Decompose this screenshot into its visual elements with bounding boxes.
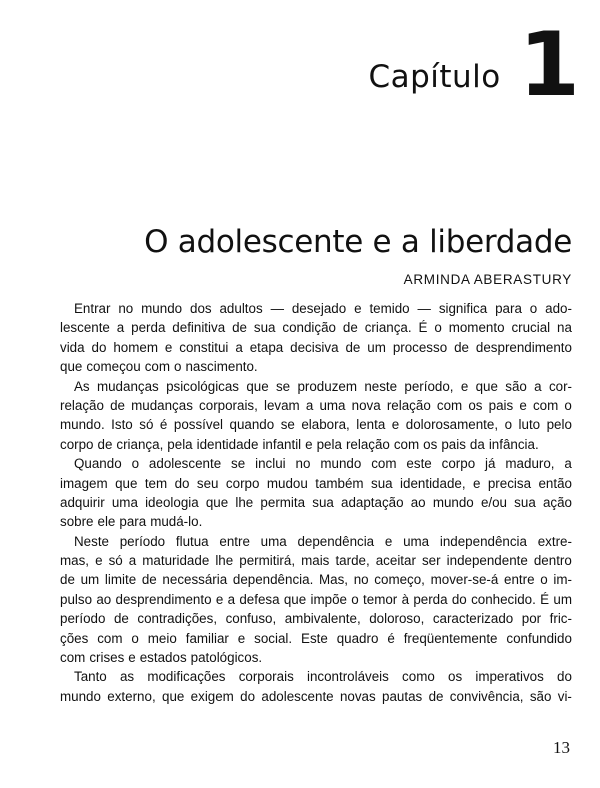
chapter-title: O adolescente e a liberdade: [144, 224, 572, 260]
text-line: Quando o adolescente se inclui no mundo com este corpo já maduro, a: [74, 456, 572, 472]
author-name: ARMINDA ABERASTURY: [403, 272, 572, 287]
text-line: sobre ele para mudá-lo.: [60, 514, 203, 530]
text-line: mundo. Isto só é possível quando se elabora, lenta e dolorosamente, o luto pelo: [60, 417, 572, 433]
text-line: que começou com o nascimento.: [60, 359, 258, 375]
text-line: ções com o meio familiar e social. Este quadro é freqüentemente confundido: [60, 630, 572, 646]
text-line: corpo de criança, pela identidade infantil e pela relação com os pais da infância.: [60, 436, 539, 452]
text-line: mundo externo, que exigem do adolescente novas pautas de convivência, são vi-: [60, 688, 572, 704]
chapter-number: 1: [518, 13, 580, 116]
chapter-label: Capítulo: [368, 58, 501, 95]
text-line: As mudanças psicológicas que se produzem neste período, e que são a cor-: [74, 378, 572, 394]
text-line: imagem que tem do seu corpo mudou também sua identidade, e precisa então: [60, 475, 572, 491]
text-line: vida do homem e constitui a etapa decisiva de um processo de desprendimento: [60, 339, 572, 355]
text-line: com crises e estados patológicos.: [60, 650, 263, 666]
text-line: Neste período flutua entre uma dependência e uma independência extre-: [74, 533, 572, 549]
text-line: de um limite de necessária dependência. Mas, no começo, mover-se-á entre o im-: [60, 572, 572, 588]
text-line: pulso ao desprendimento e a defesa que impõe o temor à perda do conhecido. É um: [60, 591, 572, 607]
text-line: relação de mudanças corporais, levam a uma nova relação com os pais e com o: [60, 397, 572, 413]
text-line: adquirir uma ideologia que lhe permita sua adaptação ao mundo e/ou sua ação: [60, 494, 572, 510]
chapter-heading: [368, 13, 580, 116]
text-line: período de contradições, confuso, ambivalente, doloroso, caracterizado por fric-: [60, 611, 572, 627]
text-line: mas, e só a maturidade lhe permitirá, mais tarde, aceitar ser independente dentro: [60, 553, 572, 569]
text-line: lescente a perda definitiva de sua condição de criança. É o momento crucial na: [60, 320, 572, 336]
text-line: Entrar no mundo dos adultos — desejado e temido — significa para o ado-: [74, 301, 572, 316]
text-line: Tanto as modificações corporais incontroláveis como os imperativos do: [74, 669, 572, 685]
body-text: [60, 299, 572, 706]
page-number: 13: [553, 738, 570, 757]
